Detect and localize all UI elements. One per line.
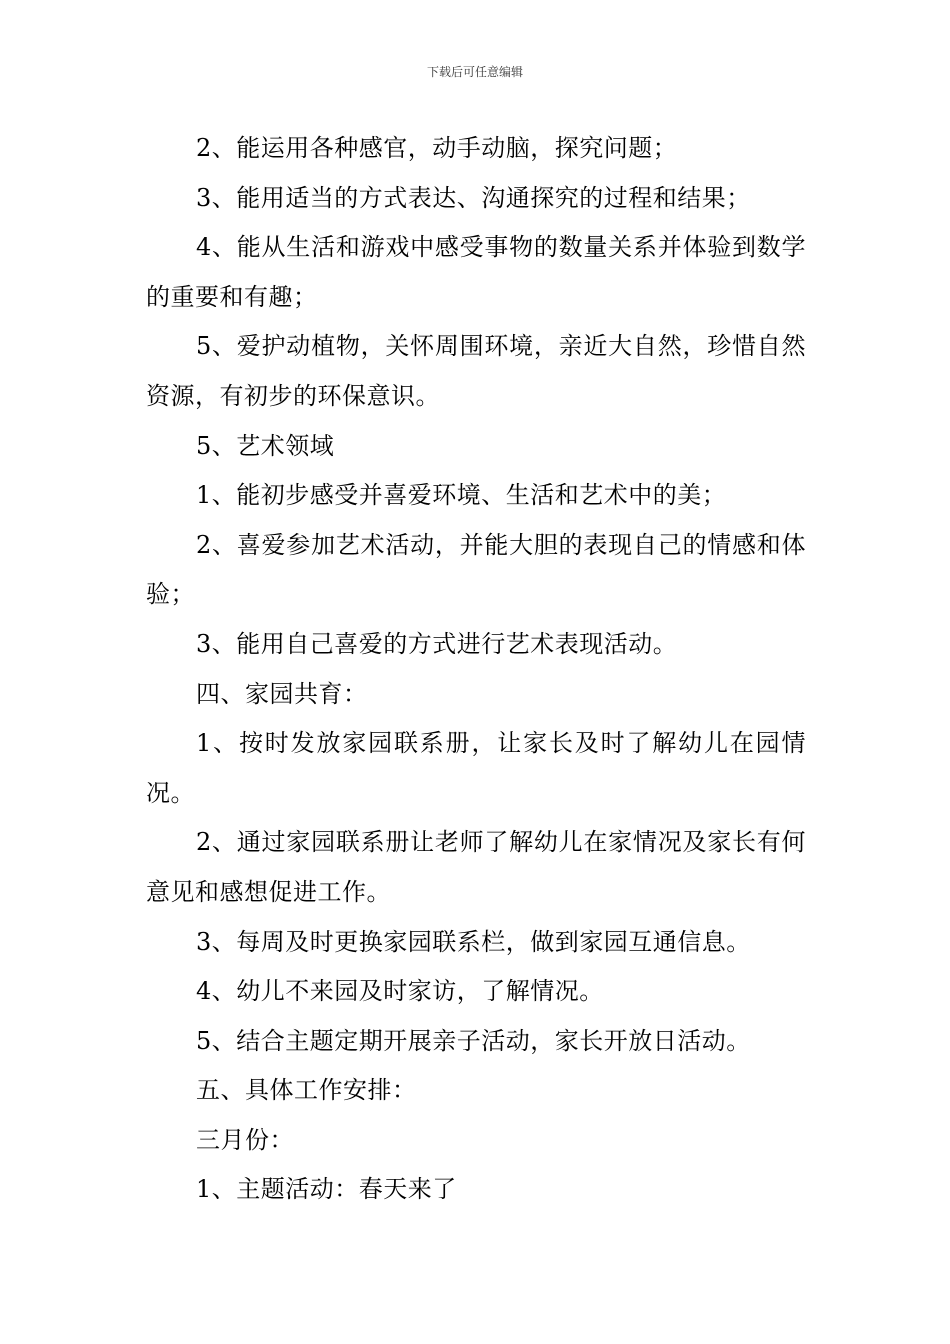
paragraph: 3、能用适当的方式表达、沟通探究的过程和结果； (196, 183, 751, 212)
paragraph: 2、能运用各种感官，动手动脑，探究问题； (196, 134, 678, 162)
paragraph: 4、能从生活和游戏中感受事物的数量关系并体验到数学的重要和有趣； (146, 233, 806, 311)
section-heading: 五、具体工作安排： (196, 1076, 417, 1105)
section-heading: 5、艺术领域 (196, 431, 335, 460)
paragraph: 2、通过家园联系册让老师了解幼儿在家情况及家长有何意见和感想促进工作。 (146, 828, 806, 906)
paragraph: 3、能用自己喜爱的方式进行艺术表现活动。 (196, 629, 678, 658)
paragraph: 4、幼儿不来园及时家访，了解情况。 (196, 977, 604, 1006)
paragraph: 5、爱护动植物，关怀周围环境，亲近大自然，珍惜自然资源，有初步的环保意识。 (146, 332, 806, 410)
paragraph: 1、按时发放家园联系册，让家长及时了解幼儿在园情况。 (146, 729, 806, 807)
paragraph: 5、结合主题定期开展亲子活动，家长开放日活动。 (196, 1026, 751, 1055)
paragraph: 2、喜爱参加艺术活动，并能大胆的表现自己的情感和体验； (146, 530, 806, 609)
subsection-heading: 三月份： (196, 1125, 294, 1154)
section-heading: 四、家园共育： (196, 679, 368, 708)
paragraph: 3、每周及时更换家园联系栏，做到家园互通信息。 (196, 927, 751, 956)
page-header: 下载后可任意编辑 (426, 65, 523, 79)
paragraph: 1、主题活动：春天来了 (196, 1175, 457, 1204)
paragraph: 1、能初步感受并喜爱环境、生活和艺术中的美； (196, 481, 727, 510)
document-body (146, 124, 806, 1215)
